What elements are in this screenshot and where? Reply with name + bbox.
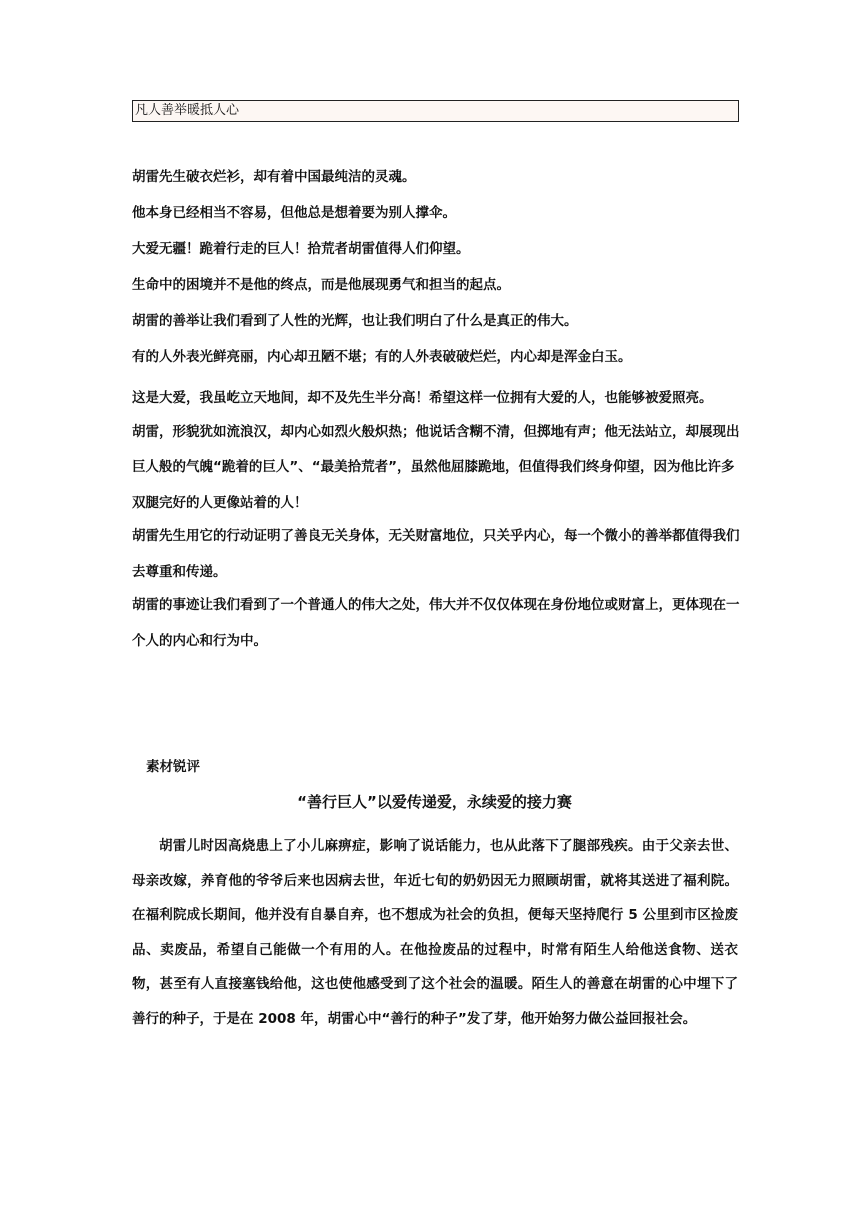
quote-paragraph: 大爱无疆！跪着行走的巨人！拾荒者胡雷值得人们仰望。 (132, 241, 470, 257)
heading-box: 凡人善举暖抵人心 (132, 100, 739, 122)
quote-paragraph: 他本身已经相当不容易，但他总是想着要为别人撑伞。 (132, 205, 456, 221)
quote-paragraph: 胡雷先生破衣烂衫，却有着中国最纯洁的灵魂。 (132, 169, 416, 185)
quote-paragraph: 胡雷，形貌犹如流浪汉，却内心如烈火般炽热；他说话含糊不清，但掷地有声；他无法站立，却展现出巨人般的气魄“跪着的巨人”、“最美拾荒者”，虽然他屈膝跪地，但值得我们终身仰望，因为他比许多双腿完好的人更像站着的人！ (132, 423, 740, 511)
article-body: 胡雷儿时因高烧患上了小儿麻痹症，影响了说话能力，也从此落下了腿部残疾。由于父亲去世、母亲改嫁，养育他的爷爷后来也因病去世，年近七旬的奶奶因无力照顾胡雷，就将其送进了福利院。在福利院成长期间，他并没有自暴自弃，也不想成为社会的负担，便每天坚持爬行 5 公里到市区捡废品、卖废品，希望自己能做一个有用的人。在他捡废品的过程中，时常有陌生人给他送食物、送衣物，甚至有人直接塞钱给他，这也使他感受到了这个社会的温暖。陌生人的善意在胡雷的心中埋下了善行的种子，于是在 2008 年，胡雷心中“善行的种子”发了芽，他开始努力做公益回报社会。 (132, 838, 738, 1027)
quote-paragraph: 生命中的困境并不是他的终点，而是他展现勇气和担当的起点。 (132, 277, 510, 293)
quote-paragraph: 这是大爱，我虽屹立天地间，却不及先生半分高！希望这样一位拥有大爱的人，也能够被爱照亮。 (132, 390, 713, 406)
quote-paragraph: 胡雷的事迹让我们看到了一个普通人的伟大之处，伟大并不仅仅体现在身份地位或财富上，更体现在一个人的内心和行为中。 (132, 597, 740, 649)
article-title: “善行巨人”以爱传递爱，永续爱的接力赛 (297, 793, 572, 811)
section-label: 素材锐评 (146, 759, 200, 775)
quote-paragraph: 胡雷先生用它的行动证明了善良无关身体，无关财富地位，只关乎内心，每一个微小的善举都值得我们去尊重和传递。 (132, 528, 740, 580)
quote-paragraph: 有的人外表光鲜亮丽，内心却丑陋不堪；有的人外表破破烂烂，内心却是浑金白玉。 (132, 349, 632, 365)
quotes-list (132, 165, 740, 659)
quote-paragraph: 胡雷的善举让我们看到了人性的光辉，也让我们明白了什么是真正的伟大。 (132, 313, 578, 329)
